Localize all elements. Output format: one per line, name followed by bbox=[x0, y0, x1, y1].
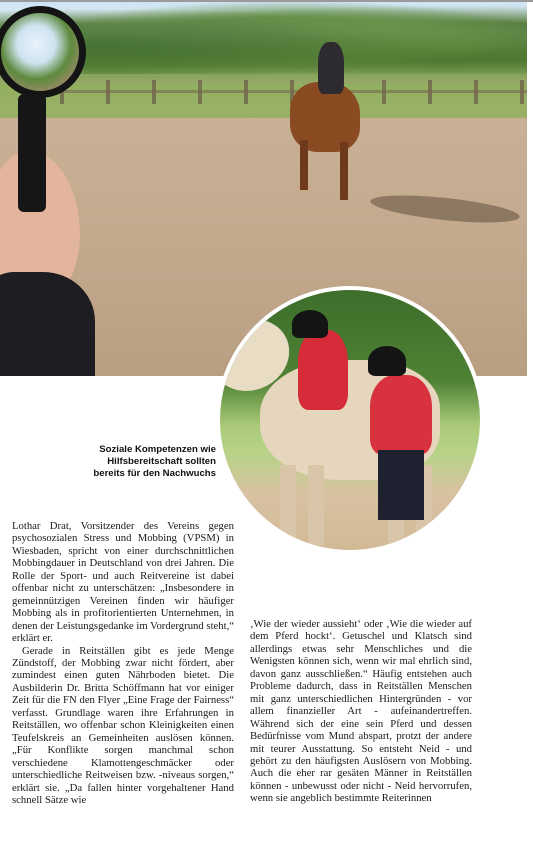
photo-caption bbox=[70, 444, 216, 480]
caption-line: Hilfsbereitschaft sollten bbox=[107, 456, 216, 467]
child-on-pony bbox=[298, 330, 348, 410]
horse-shadow bbox=[369, 190, 520, 228]
distant-horse-leg bbox=[340, 142, 348, 200]
riding-helmet bbox=[292, 310, 328, 338]
magnifier-handle bbox=[18, 94, 46, 212]
pony-leg bbox=[280, 465, 296, 545]
helping-child-pants bbox=[378, 450, 424, 520]
paragraph: Lothar Drat, Vorsitzender des Vereins gegen psychosozialen Stress und Mobbing (VPSM) in Wiesbaden, spricht von einer durchschnittlichen Mobbingdauer in Deutschland von drei Jahren. Die Rolle der Sport- und auch Reitvereine ist dabei offenbar nicht zu unterschätzen: „Insbesondere in gemeinnützigen Vereinen finden wir häufiger Mobbing als in profitorientierten Unternehmen, in denen der Leistungsgedanke im Vordergrund steht,“ erklärt er. bbox=[12, 520, 235, 645]
fence-rail bbox=[60, 90, 527, 93]
article-column-right bbox=[250, 618, 472, 805]
caption-line: Soziale Kompetenzen wie bbox=[99, 444, 216, 455]
distant-rider bbox=[318, 42, 344, 94]
pony-leg bbox=[308, 465, 324, 545]
helping-child bbox=[370, 375, 432, 455]
sleeve bbox=[0, 272, 95, 376]
paragraph: ‚Wie der wieder aussieht‘ oder ‚Wie die wieder auf dem Pferd hockt‘. Getuschel und Klatsch sind allerdings etwas sehr Menschliches und die Wenigsten können sich, wenn wir mal ehrlich sind, davon ganz ausschließen.“ Häufig entstehen auch Probleme dadurch, dass in Reitställen Menschen mit ganz unterschiedlichen Hintergründen - vor allem finanzieller Art - aufeinandertreffen. Während sich der eine sein Pferd und dessen Bedürfnisse vom Mund abspart, protzt der andere mit teurer Ausstattung. So entsteht Neid - und gehört zu den häufigsten Auslösern von Mobbing. Auch die eher rar gesäten Männer in Reitställen können - unbewusst oder nicht - Neid hervorrufen, wenn sie angeblich bestimmte Reiterinnen bbox=[250, 618, 472, 805]
article-column-left bbox=[12, 520, 234, 806]
riding-helmet bbox=[368, 346, 406, 376]
children-pony-photo bbox=[216, 286, 484, 554]
paragraph: Gerade in Reitställen gibt es jede Menge Zündstoff, der Mobbing zwar nicht fördert, aber zumindest einen guten Nährboden bietet. Die Ausbilderin Dr. Britta Schöffmann hat vor einiger Zeit für die FN den Flyer „Eine Frage der Fairness“ verfasst. Grundlage waren ihre Erfahrungen in Reitställen, wo offenbar schon Kleinigkeiten einen Teufelskreis an Gemeinheiten auslösen können. „Für Konflikte sorgen manchmal schon verschiedene Klamottengeschmäcker oder unterschiedliche Reitweisen bzw. -niveaus sorgen,“ erklärt sie. „Da fallen hinter vorgehaltener Hand schnell Sätze wie bbox=[12, 644, 234, 806]
distant-horse-leg bbox=[300, 140, 308, 190]
caption-line: bereits für den Nachwuchs bbox=[93, 468, 216, 479]
